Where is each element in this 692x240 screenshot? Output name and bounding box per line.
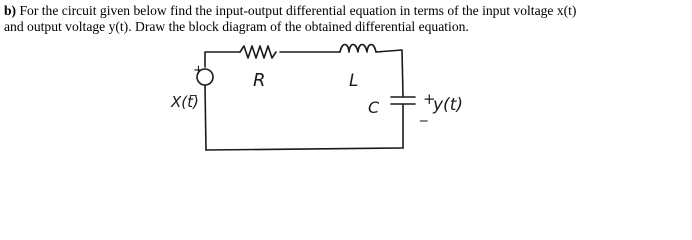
input-plus: + (193, 63, 204, 78)
resistor (240, 46, 276, 58)
wire-top-left (205, 52, 240, 67)
question-label: b) (4, 3, 17, 18)
capacitor-label: C (368, 98, 380, 117)
resistor-label: R (253, 70, 266, 91)
input-label: X(t) (171, 93, 199, 111)
question-line-2: and output voltage y(t). Draw the block diagram of the obtained differential equation. (4, 19, 469, 34)
wire-left-down (205, 86, 206, 150)
inductor (340, 45, 376, 53)
output-plus: + (423, 90, 436, 108)
input-minus: _ (190, 82, 197, 97)
wire-bottom (206, 148, 403, 150)
output-label: y(t) (433, 95, 463, 115)
question-line-1-text: For the circuit given below find the input-output differential equation in terms of the input voltage x(t) (19, 3, 577, 18)
inductor-label: L (349, 71, 359, 91)
output-minus: _ (420, 104, 428, 122)
wire-top-right (376, 50, 403, 96)
